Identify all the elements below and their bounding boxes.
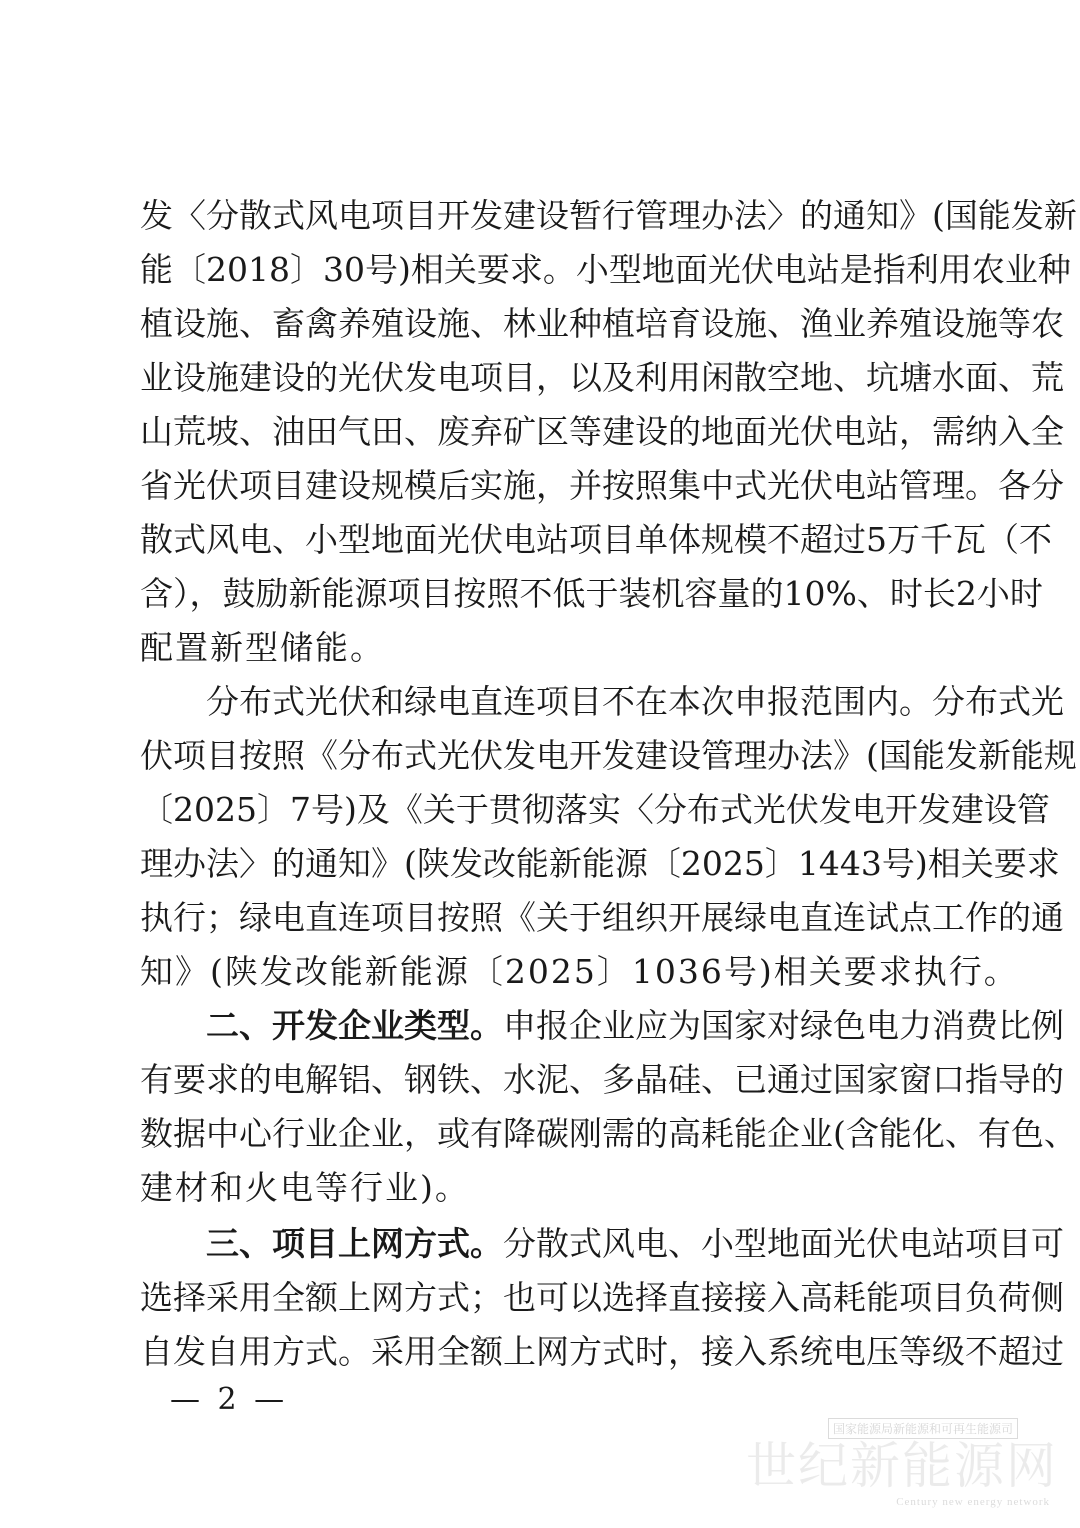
body-text: 申报企业应为国家对绿色电力消费比例 <box>503 1006 1064 1045</box>
body-line: 业设施建设的光伏发电项目，以及利用闲散空地、坑塘水面、荒 <box>140 358 1064 397</box>
body-line: 发〈分散式风电项目开发建设暂行管理办法〉的通知》(国能发新 <box>140 196 1077 235</box>
section-3-first-line <box>206 1222 1064 1266</box>
page-number: — 2 — <box>170 1382 289 1417</box>
body-line: 植设施、畜禽养殖设施、林业种植培育设施、渔业养殖设施等农 <box>140 304 1064 343</box>
body-line: 〔2025〕7号)及《关于贯彻落实〈分布式光伏发电开发建设管 <box>140 790 1050 829</box>
body-text: 分散式风电、小型地面光伏电站项目可 <box>503 1224 1064 1263</box>
body-line: 执行；绿电直连项目按照《关于组织开展绿电直连试点工作的通 <box>140 898 1064 937</box>
watermark-logo <box>746 1418 1062 1518</box>
section-2-first-line <box>206 1004 1064 1048</box>
section-3-heading: 三、项目上网方式。 <box>206 1224 503 1263</box>
body-line: 山荒坡、油田气田、废弃矿区等建设的地面光伏电站，需纳入全 <box>140 412 1064 451</box>
body-line: 建材和火电等行业)。 <box>140 1168 470 1207</box>
body-line: 伏项目按照《分布式光伏发电开发建设管理办法》(国能发新能规 <box>140 736 1077 775</box>
watermark-box-text: 国家能源局新能源和可再生能源司 <box>828 1418 1018 1439</box>
body-line: 数据中心行业企业，或有降碳刚需的高耗能企业(含能化、有色、 <box>140 1114 1077 1153</box>
body-line: 含），鼓励新能源项目按照不低于装机容量的10%、时长2小时 <box>140 574 1043 613</box>
body-line: 知》(陕发改能新能源〔2025〕1036号)相关要求执行。 <box>140 952 1019 991</box>
body-line: 自发自用方式。采用全额上网方式时，接入系统电压等级不超过 <box>140 1332 1064 1371</box>
body-line: 有要求的电解铝、钢铁、水泥、多晶硅、已通过国家窗口指导的 <box>140 1060 1064 1099</box>
section-2-heading: 二、开发企业类型。 <box>206 1006 503 1045</box>
watermark-main-text: 世纪新能源网 <box>746 1437 1058 1495</box>
body-line: 配置新型储能。 <box>140 628 385 667</box>
body-line: 能〔2018〕30号)相关要求。小型地面光伏电站是指利用农业种 <box>140 250 1071 289</box>
body-line: 散式风电、小型地面光伏电站项目单体规模不超过5万千瓦（不 <box>140 520 1052 559</box>
watermark-sub-text: Century new energy network <box>896 1496 1050 1508</box>
paragraph-start-line: 分布式光伏和绿电直连项目不在本次申报范围内。分布式光 <box>206 682 1064 721</box>
body-line: 省光伏项目建设规模后实施，并按照集中式光伏电站管理。各分 <box>140 466 1064 505</box>
body-line: 选择采用全额上网方式；也可以选择直接接入高耗能项目负荷侧 <box>140 1278 1064 1317</box>
body-line: 理办法〉的通知》(陕发改能新能源〔2025〕1443号)相关要求 <box>140 844 1060 883</box>
